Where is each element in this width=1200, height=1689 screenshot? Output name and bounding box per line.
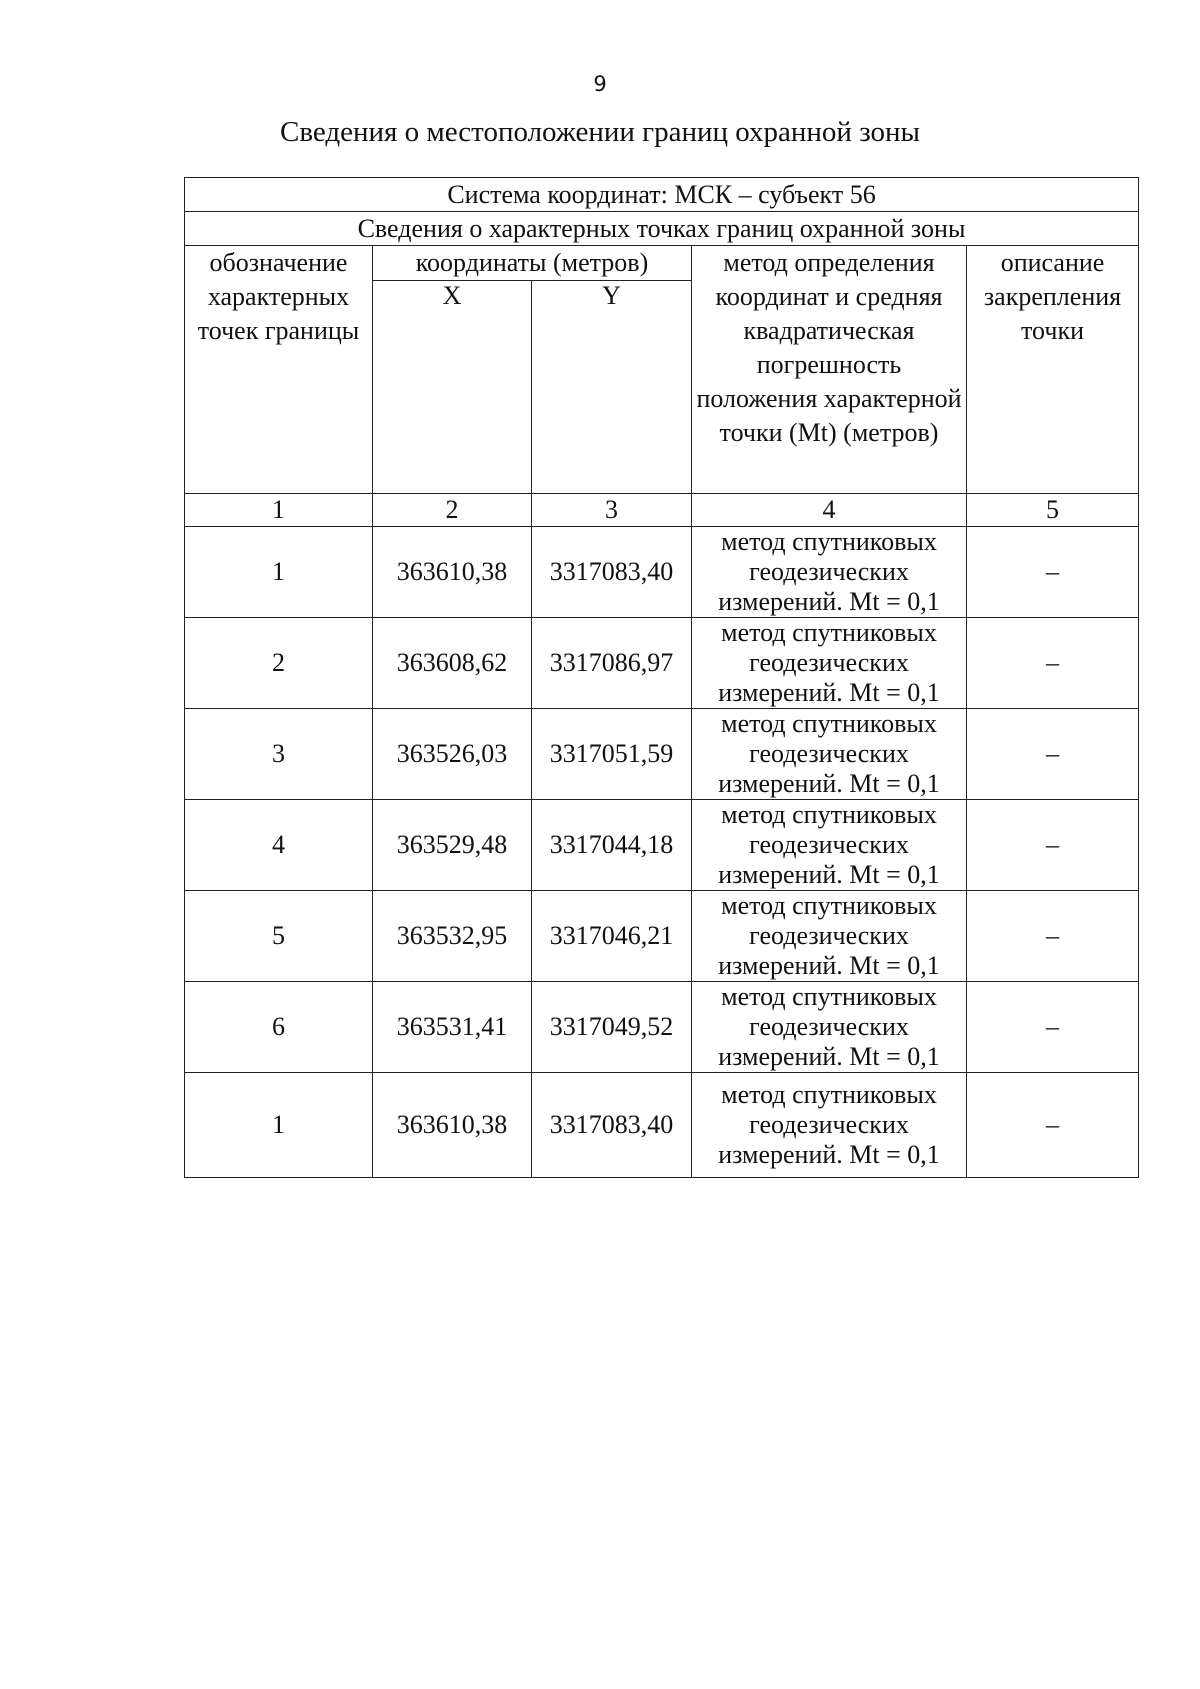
section-caption-cell: Сведения о характерных точках границ охранной зоны [185,212,1139,246]
point-cell: 2 [185,618,373,709]
table-row [185,618,1139,709]
point-cell: 1 [185,527,373,618]
description-cell: – [967,709,1139,800]
description-cell: – [967,1073,1139,1178]
description-cell: – [967,527,1139,618]
column-number: 1 [185,494,373,527]
method-cell: метод спутниковых геодезических измерений. Mt = 0,1 [692,709,967,800]
point-cell: 5 [185,891,373,982]
header-method: метод определения координат и средняя квадратическая погрешность положения характерной точки (Mt) (метров) [692,246,967,494]
column-number: 4 [692,494,967,527]
method-cell: метод спутниковых геодезических измерений. Mt = 0,1 [692,982,967,1073]
y-cell: 3317083,40 [532,1073,692,1178]
x-cell: 363610,38 [373,1073,532,1178]
x-cell: 363532,95 [373,891,532,982]
page-number: 9 [593,72,607,96]
method-cell: метод спутниковых геодезических измерений. Mt = 0,1 [692,800,967,891]
y-cell: 3317046,21 [532,891,692,982]
header-point-designation: обозначение характерных точек границы [185,246,373,494]
x-cell: 363610,38 [373,527,532,618]
method-cell: метод спутниковых геодезических измерений. Mt = 0,1 [692,1073,967,1178]
column-number: 3 [532,494,692,527]
method-cell: метод спутниковых геодезических измерений. Mt = 0,1 [692,618,967,709]
point-cell: 6 [185,982,373,1073]
column-number-row [185,494,1139,527]
y-cell: 3317051,59 [532,709,692,800]
table-row [185,891,1139,982]
description-cell: – [967,800,1139,891]
table-row [185,527,1139,618]
point-cell: 4 [185,800,373,891]
method-cell: метод спутниковых геодезических измерений. Mt = 0,1 [692,891,967,982]
header-x: X [373,281,532,494]
x-cell: 363526,03 [373,709,532,800]
column-number: 5 [967,494,1139,527]
column-number: 2 [373,494,532,527]
header-y: Y [532,281,692,494]
method-cell: метод спутниковых геодезических измерений. Mt = 0,1 [692,527,967,618]
header-coordinates: координаты (метров) [373,246,692,281]
x-cell: 363608,62 [373,618,532,709]
table-row [185,800,1139,891]
point-cell: 3 [185,709,373,800]
table-row [185,1073,1139,1178]
document-title: Сведения о местоположении границ охранной зоны [279,116,920,148]
x-cell: 363529,48 [373,800,532,891]
y-cell: 3317044,18 [532,800,692,891]
description-cell: – [967,891,1139,982]
coordinate-system-cell: Система координат: МСК – субъект 56 [185,178,1139,212]
description-cell: – [967,618,1139,709]
table-row [185,982,1139,1073]
x-cell: 363531,41 [373,982,532,1073]
point-cell: 1 [185,1073,373,1178]
y-cell: 3317086,97 [532,618,692,709]
boundary-points-table [184,177,1139,1178]
y-cell: 3317049,52 [532,982,692,1073]
table-row [185,709,1139,800]
description-cell: – [967,982,1139,1073]
y-cell: 3317083,40 [532,527,692,618]
header-description: описание закрепления точки [967,246,1139,494]
